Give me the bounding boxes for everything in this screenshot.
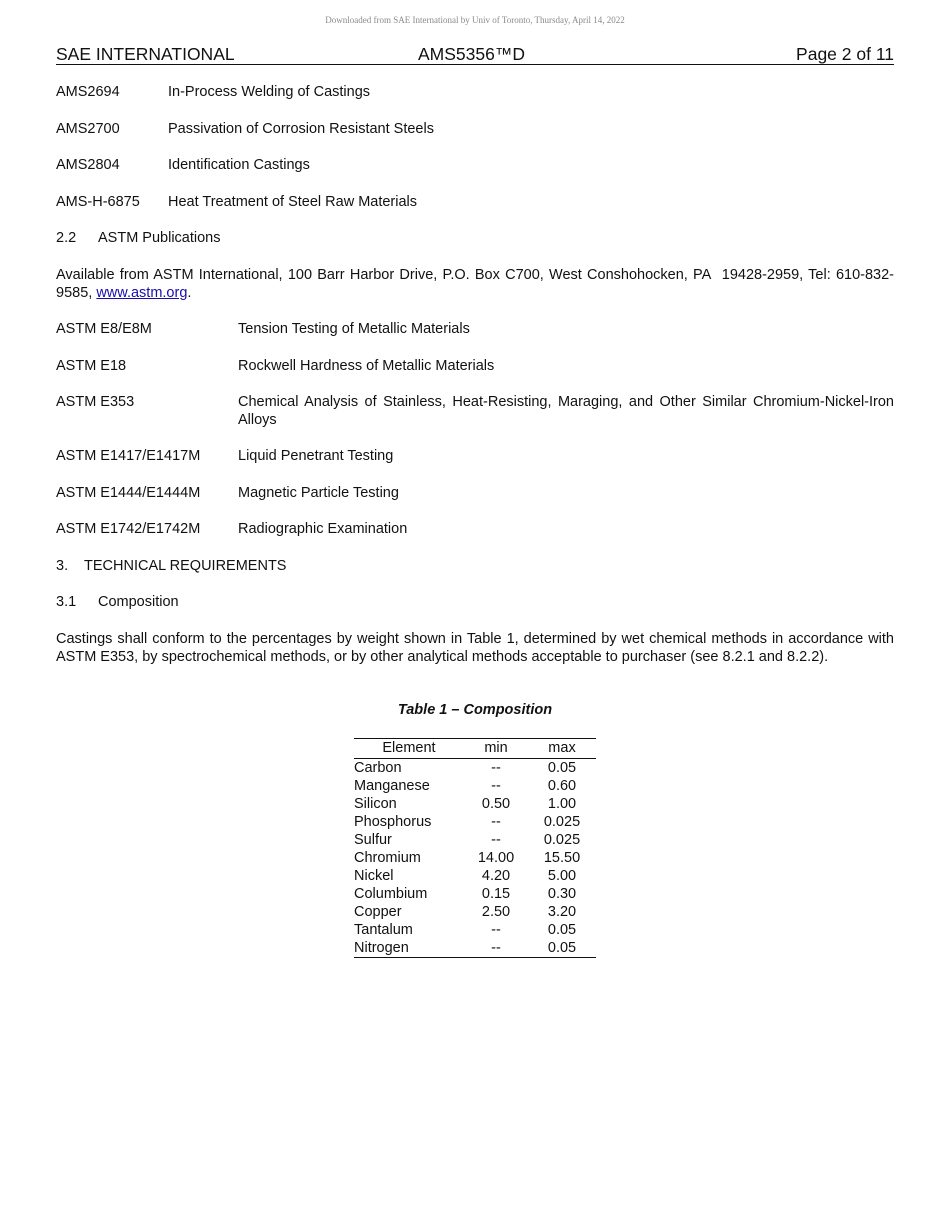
reference-title: In-Process Welding of Castings: [168, 84, 371, 100]
availability-period: .: [187, 285, 192, 301]
max-cell: 0.025: [543, 832, 581, 848]
section-title: Composition: [98, 594, 179, 610]
section-heading-technical-requirements: [56, 557, 286, 575]
reference-title: Passivation of Corrosion Resistant Steels: [168, 121, 434, 137]
element-cell: Nickel: [354, 868, 394, 884]
max-cell: 0.05: [547, 922, 577, 938]
header-page-number: Page 2 of 11: [796, 44, 894, 64]
element-cell: Silicon: [354, 796, 397, 812]
reference-title: Rockwell Hardness of Metallic Materials: [238, 358, 495, 374]
min-cell: 4.20: [481, 868, 511, 884]
reference-title: Tension Testing of Metallic Materials: [238, 321, 470, 337]
table-row: [354, 795, 596, 813]
element-cell: Nitrogen: [354, 940, 409, 956]
element-cell: Phosphorus: [354, 814, 432, 830]
header-org: SAE INTERNATIONAL: [56, 44, 235, 64]
column-header-min: min: [484, 740, 508, 756]
table-row: [354, 777, 596, 795]
table-row: [354, 939, 596, 958]
reference-title: Identification Castings: [168, 157, 310, 173]
download-watermark: Downloaded from SAE International by Univ of Toronto, Thursday, April 14, 2022: [325, 15, 625, 25]
section-heading-composition: [56, 593, 179, 611]
reference-code: AMS2700: [56, 121, 120, 137]
max-cell: 1.00: [547, 796, 577, 812]
reference-code: AMS-H-6875: [56, 194, 140, 210]
reference-code: ASTM E353: [56, 394, 135, 410]
max-cell: 0.05: [547, 940, 577, 956]
reference-code: ASTM E1742/E1742M: [56, 521, 201, 537]
max-cell: 0.025: [543, 814, 581, 830]
table-header-row: [354, 739, 596, 759]
element-cell: Manganese: [354, 778, 430, 794]
reference-title: Magnetic Particle Testing: [238, 485, 399, 501]
astm-availability-paragraph: [56, 266, 894, 302]
min-cell: 0.50: [481, 796, 511, 812]
section-title: TECHNICAL REQUIREMENTS: [84, 558, 287, 574]
table-row: [354, 849, 596, 867]
element-cell: Copper: [354, 904, 402, 920]
section-number: 2.2: [56, 230, 77, 246]
element-cell: Sulfur: [354, 832, 392, 848]
min-cell: 14.00: [477, 850, 515, 866]
min-cell: --: [491, 922, 501, 938]
element-cell: Chromium: [354, 850, 421, 866]
min-cell: --: [491, 940, 501, 956]
min-cell: --: [491, 778, 501, 794]
column-header-element: Element: [382, 740, 436, 756]
table-row: [354, 903, 596, 921]
reference-title: Liquid Penetrant Testing: [238, 448, 394, 464]
composition-paragraph: Castings shall conform to the percentages by weight shown in Table 1, determined by wet chemical methods in accordance with ASTM E353, by spectrochemical methods, or by other analytical methods acceptable to purchaser (see 8.2.1 and 8.2.2).: [56, 631, 894, 665]
reference-title: Heat Treatment of Steel Raw Materials: [168, 194, 418, 210]
max-cell: 15.50: [543, 850, 581, 866]
section-title: ASTM Publications: [98, 230, 221, 246]
column-header-max: max: [548, 740, 576, 756]
max-cell: 0.30: [547, 886, 577, 902]
element-cell: Columbium: [354, 886, 428, 902]
table-row: [354, 885, 596, 903]
min-cell: 0.15: [481, 886, 511, 902]
composition-table: [354, 738, 596, 958]
min-cell: 2.50: [481, 904, 511, 920]
max-cell: 0.05: [547, 760, 577, 776]
reference-code: ASTM E1444/E1444M: [56, 485, 201, 501]
max-cell: 3.20: [547, 904, 577, 920]
table-caption: Table 1 – Composition: [397, 702, 553, 718]
reference-title: Radiographic Examination: [238, 521, 408, 537]
min-cell: --: [491, 814, 501, 830]
max-cell: 5.00: [547, 868, 577, 884]
reference-title: Chemical Analysis of Stainless, Heat-Resisting, Maraging, and Other Similar Chromium-Nickel-Iron Alloys: [238, 394, 894, 428]
section-number: 3.: [56, 558, 69, 574]
reference-code: AMS2694: [56, 84, 120, 100]
header-doc-number: AMS5356™D: [418, 44, 525, 64]
table-row: [354, 867, 596, 885]
max-cell: 0.60: [547, 778, 577, 794]
table-row: [354, 921, 596, 939]
min-cell: --: [491, 760, 501, 776]
reference-code: AMS2804: [56, 157, 120, 173]
reference-code: ASTM E1417/E1417M: [56, 448, 201, 464]
table-row: [354, 759, 596, 778]
table-row: [354, 831, 596, 849]
reference-code: ASTM E18: [56, 358, 127, 374]
element-cell: Carbon: [354, 760, 402, 776]
availability-text: Available from ASTM International, 100 Barr Harbor Drive, P.O. Box C700, West Conshohocken, PA 19428-2959, Tel: 610-832-9585,: [56, 267, 894, 301]
min-cell: --: [491, 832, 501, 848]
table-row: [354, 813, 596, 831]
element-cell: Tantalum: [354, 922, 413, 938]
section-number: 3.1: [56, 594, 77, 610]
page-header: [56, 44, 894, 65]
astm-website-link[interactable]: www.astm.org: [96, 285, 188, 301]
section-heading-astm: [56, 229, 221, 247]
reference-code: ASTM E8/E8M: [56, 321, 152, 337]
